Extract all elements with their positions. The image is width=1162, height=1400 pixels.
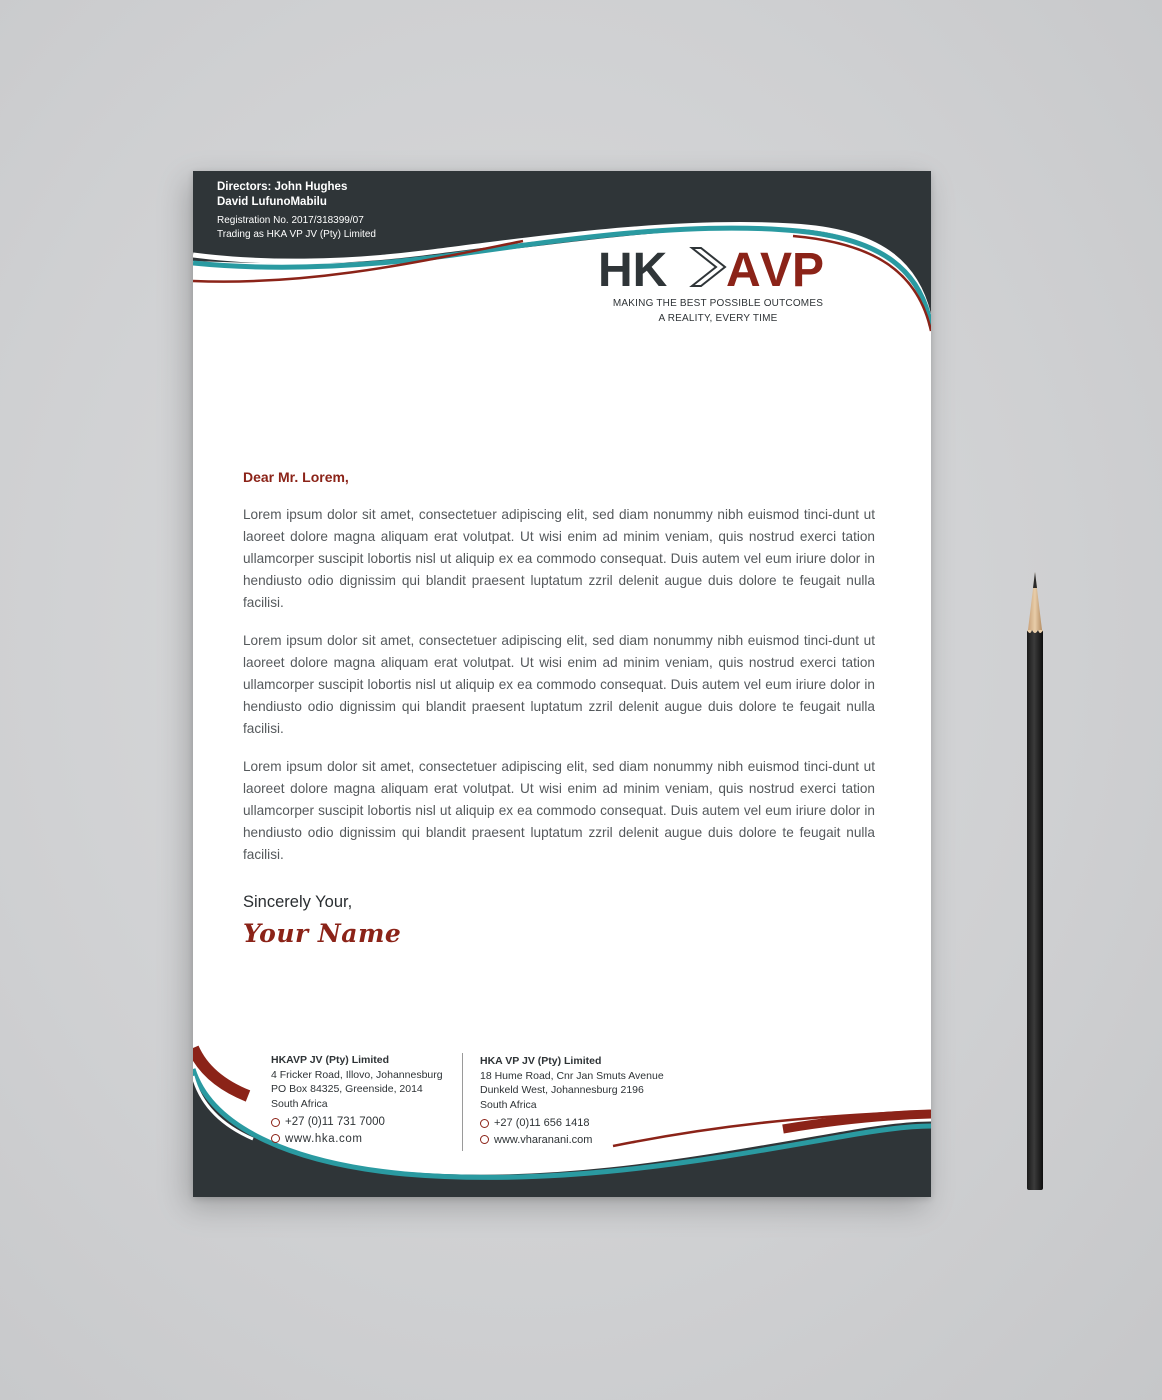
footer-divider (462, 1053, 463, 1151)
logo-text-a: A (726, 244, 761, 290)
logo-text-hk: HK (598, 244, 668, 290)
footer-phone-row (271, 1115, 443, 1130)
directors-line-2: David LufunoMabilu (217, 196, 327, 208)
footer-address-right (480, 1054, 664, 1147)
footer-country: South Africa (271, 1097, 328, 1110)
footer-address-line: PO Box 84325, Greenside, 2014 (271, 1083, 423, 1095)
phone-icon (271, 1118, 280, 1127)
directors-line-1: Directors: John Hughes (217, 181, 348, 193)
footer-company-name: HKA VP JV (Pty) Limited (480, 1055, 602, 1067)
footer-address-line: Dunkeld West, Johannesburg 2196 (480, 1084, 644, 1096)
footer-address-left (271, 1053, 443, 1146)
logo-text-vp: VP (760, 244, 825, 290)
footer-country: South Africa (480, 1098, 537, 1111)
footer-web-row (271, 1132, 443, 1147)
tagline-line-2: A REALITY, EVERY TIME (658, 313, 778, 324)
signature: Your Name (243, 919, 402, 948)
pencil-image (1018, 572, 1052, 1192)
trading-name: Trading as HKA VP JV (Pty) Limited (217, 229, 376, 240)
chevron-right-icon (692, 248, 725, 286)
footer-phone: +27 (0)11 656 1418 (494, 1117, 590, 1129)
body-paragraph: Lorem ipsum dolor sit amet, consectetuer adipiscing elit, sed diam nonummy nibh euismod tinci-dunt ut laoreet dolore magna aliquam erat volutpat. Ut wisi enim ad minim veniam, quis nostrud exerci tation ullamcorper suscipit lobortis nisl ut aliquip ex ea commodo consequat. Duis autem vel eum iriure dolor in hendiusto odio dignissim qui blandit praesent luptatum zzril delenit augue duis dolore te feugait nulla facilisi. (243, 633, 875, 736)
company-logo (598, 244, 838, 290)
globe-icon (480, 1135, 489, 1144)
greeting: Dear Mr. Lorem, (243, 469, 349, 485)
footer-phone: +27 (0)11 731 7000 (285, 1116, 385, 1128)
body-paragraph: Lorem ipsum dolor sit amet, consectetuer adipiscing elit, sed diam nonummy nibh euismod tinci-dunt ut laoreet dolore magna aliquam erat volutpat. Ut wisi enim ad minim veniam, quis nostrud exerci tation ullamcorper suscipit lobortis nisl ut aliquip ex ea commodo consequat. Duis autem vel eum iriure dolor in hendiusto odio dignissim qui blandit praesent luptatum zzril delenit augue duis dolore te feugait nulla facilisi. (243, 507, 875, 610)
phone-icon (480, 1119, 489, 1128)
footer-phone-row (480, 1116, 664, 1131)
footer-address-line: 4 Fricker Road, Illovo, Johannesburg (271, 1068, 443, 1081)
body-paragraph: Lorem ipsum dolor sit amet, consectetuer adipiscing elit, sed diam nonummy nibh euismod tinci-dunt ut laoreet dolore magna aliquam erat volutpat. Ut wisi enim ad minim veniam, quis nostrud exerci tation ullamcorper suscipit lobortis nisl ut aliquip ex ea commodo consequat. Duis autem vel eum iriure dolor in hendiusto odio dignissim qui blandit praesent luptatum zzril delenit augue duis dolore te feugait nulla facilisi. (243, 759, 875, 862)
registration-number: Registration No. 2017/318399/07 (217, 215, 364, 226)
footer-address-line: 18 Hume Road, Cnr Jan Smuts Avenue (480, 1069, 664, 1082)
footer-web-row (480, 1133, 664, 1148)
tagline-line-1: MAKING THE BEST POSSIBLE OUTCOMES (612, 298, 824, 309)
footer-website[interactable]: www.vharanani.com (494, 1133, 593, 1146)
footer-website[interactable]: www.hka.com (285, 1132, 363, 1145)
footer-company-name: HKAVP JV (Pty) Limited (271, 1054, 390, 1066)
closing-line: Sincerely Your, (243, 893, 353, 911)
globe-icon (271, 1134, 280, 1143)
letterhead-page (193, 171, 931, 1197)
